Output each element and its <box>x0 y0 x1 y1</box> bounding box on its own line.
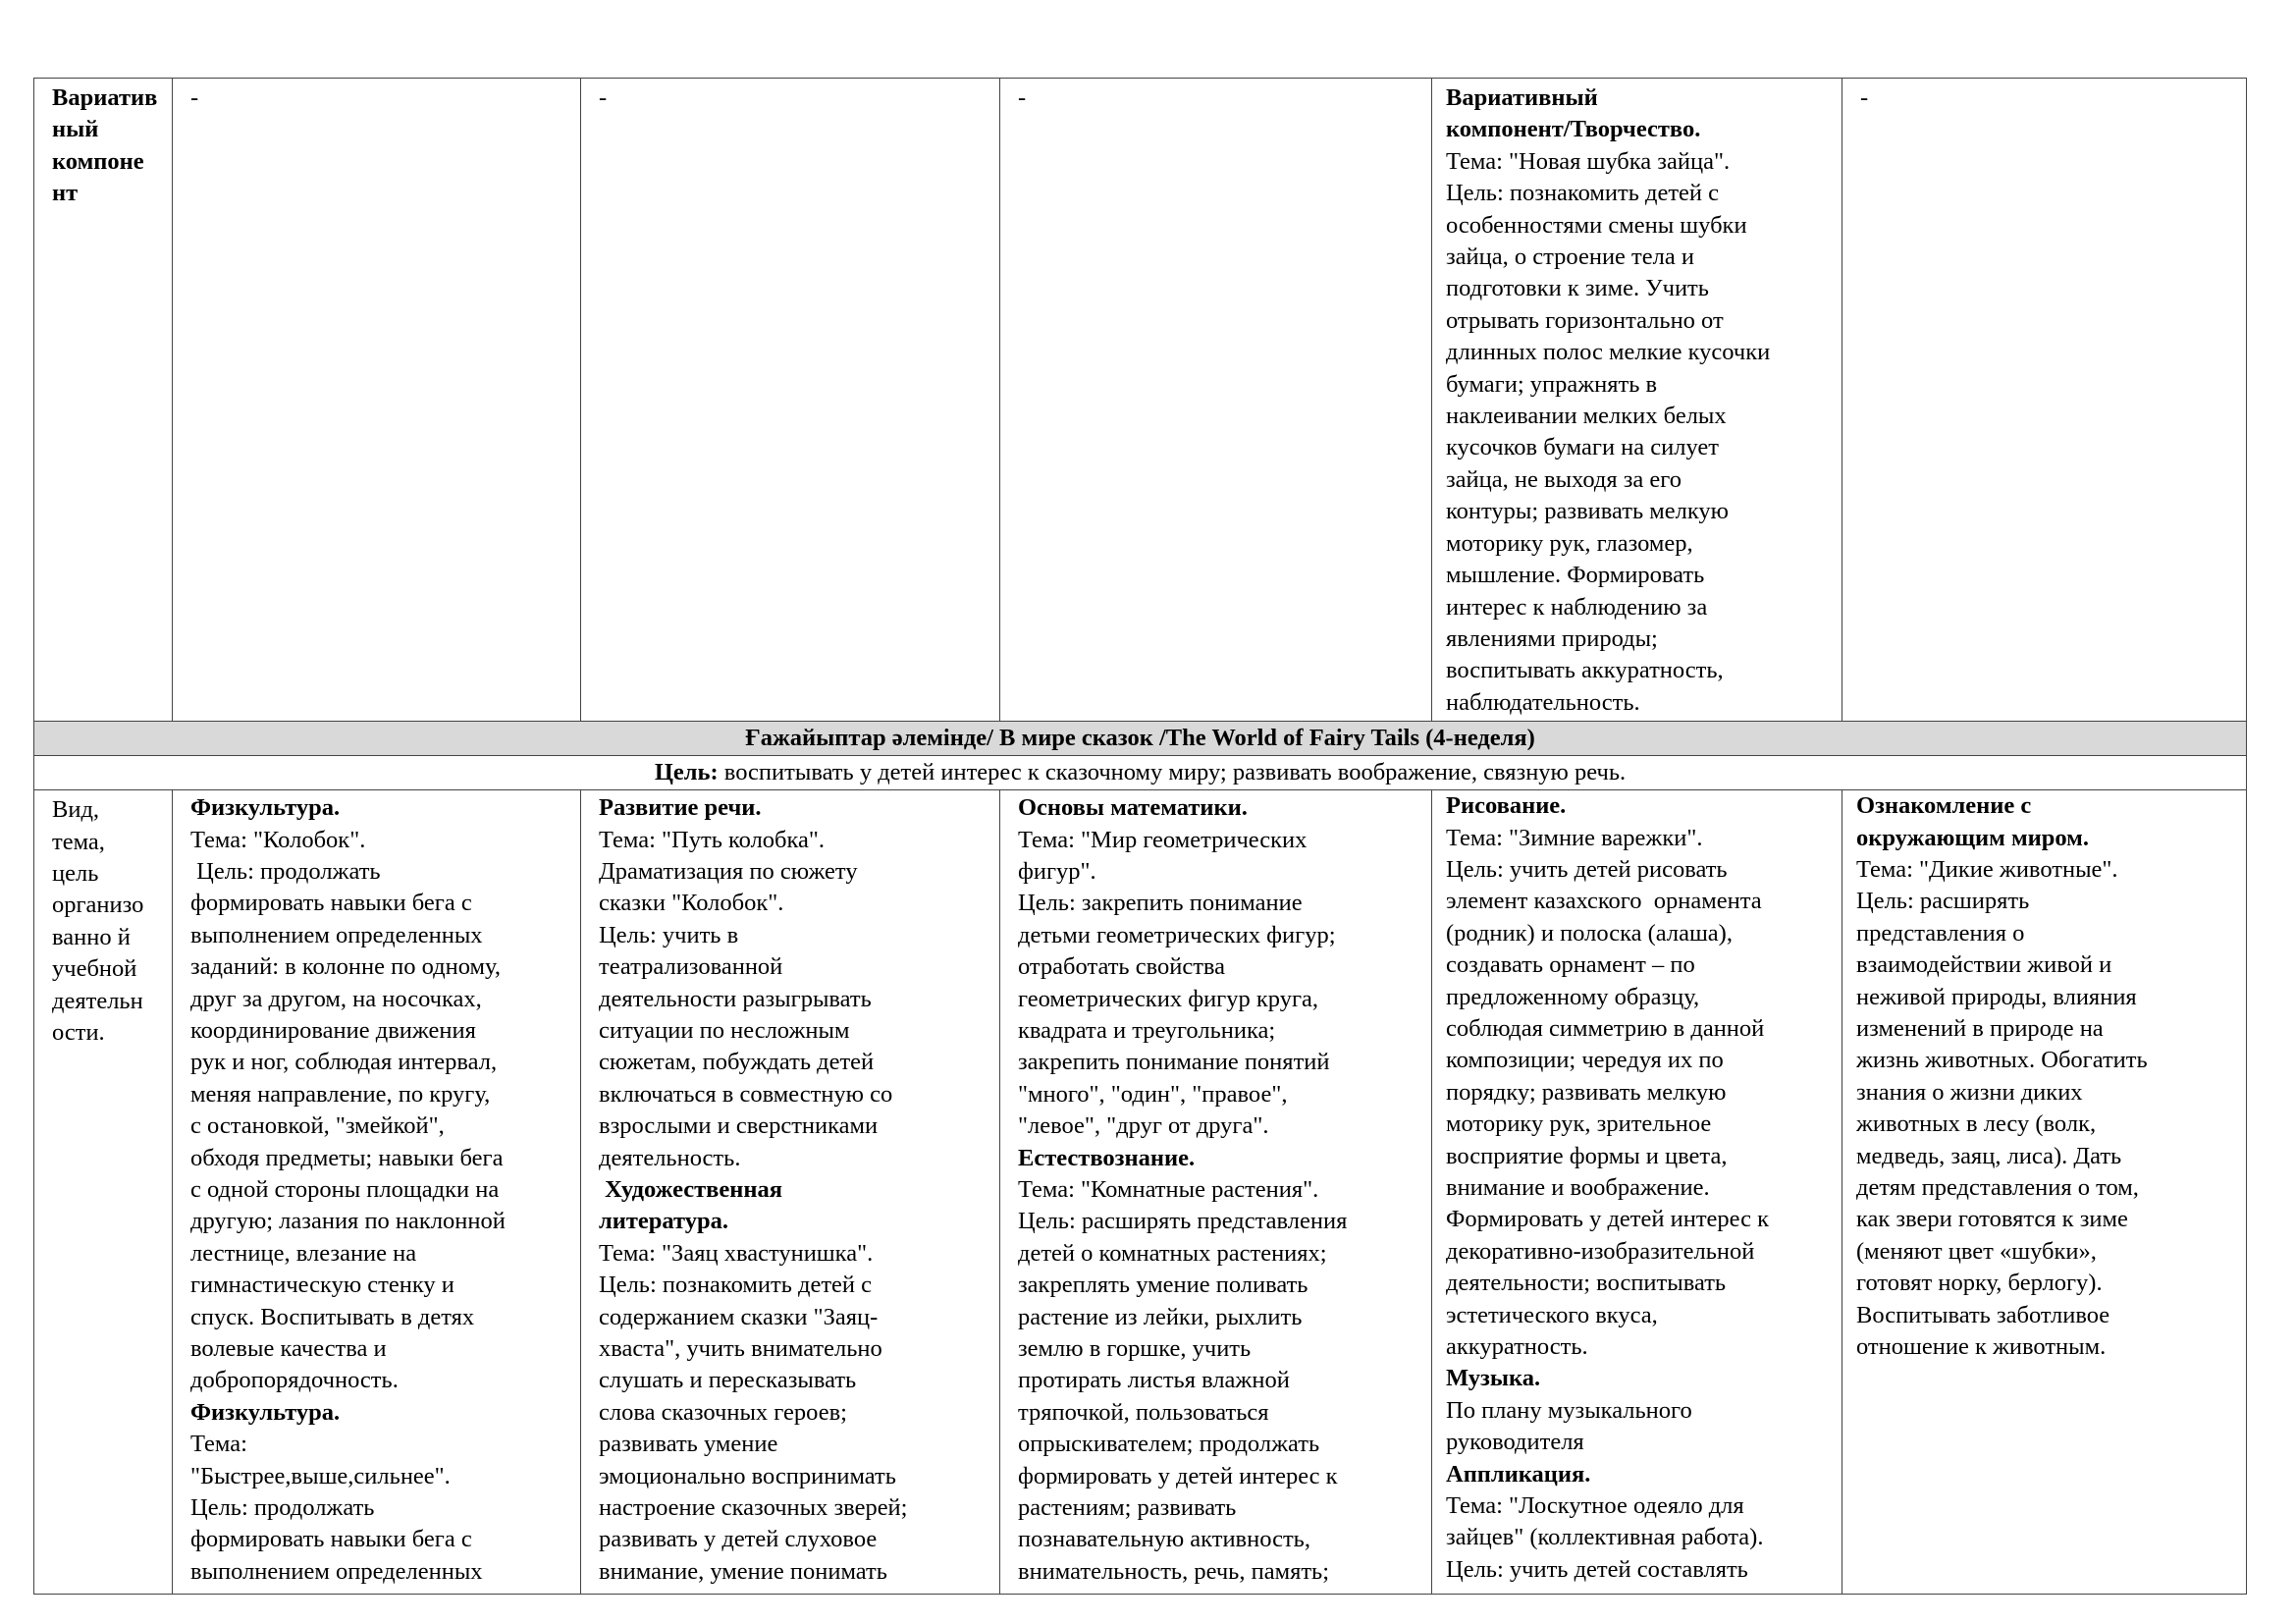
text-line: особенностями смены шубки <box>1446 211 1747 239</box>
text-line: выполнением определенных <box>190 1557 483 1585</box>
week-header: Ғажайыптар әлемінде/ В мире сказок /The World of Fairy Tails (4-неделя) <box>34 722 2247 756</box>
section-heading: Художественная <box>599 1176 782 1203</box>
text-line: геометрических фигур круга, <box>1018 985 1318 1012</box>
section-heading: компонент/Творчество. <box>1446 116 1701 143</box>
text-line: растение из лейки, рыхлить <box>1018 1303 1303 1330</box>
text-line: декоративно-изобразительной <box>1446 1237 1755 1265</box>
text-line: подготовки к зиме. Учить <box>1446 275 1709 302</box>
empty-dash: - <box>1018 84 1027 111</box>
text-line: настроение сказочных зверей; <box>599 1494 908 1522</box>
text-line: деятельности; воспитывать <box>1446 1270 1727 1297</box>
goal-text: воспитывать у детей интерес к сказочному миру; развивать воображение, связную речь. <box>718 759 1627 786</box>
text-line: предложенному образцу, <box>1446 983 1700 1010</box>
text-line: "много", "один", "правое", <box>1018 1080 1288 1108</box>
text-line: Тема: <box>190 1431 247 1458</box>
text-line: познавательную активность, <box>1018 1526 1310 1553</box>
text-line: как звери готовятся к зиме <box>1856 1206 2128 1233</box>
text-line: землю в горшке, учить <box>1018 1335 1252 1363</box>
text-line: воспитывать аккуратность, <box>1446 657 1724 684</box>
text-line: детьми геометрических фигур; <box>1018 921 1336 948</box>
activity-cell-math <box>1000 790 1432 1595</box>
text-line: Тема: "Заяц хвастунишка". <box>599 1239 874 1267</box>
text-line: эстетического вкуса, <box>1446 1301 1658 1328</box>
text-line: взрослыми и сверстниками <box>599 1112 879 1140</box>
section-heading: Аппликация. <box>1446 1460 1591 1488</box>
goal-row <box>34 756 2247 790</box>
section-heading: Развитие речи. <box>599 794 762 822</box>
text-line: интерес к наблюдению за <box>1446 593 1708 621</box>
text-line: моторику рук, глазомер, <box>1446 529 1693 557</box>
variative-label-cell <box>34 79 173 722</box>
activity-cell-text <box>1856 790 2236 1363</box>
text-line: Цель: учить в <box>599 921 739 948</box>
text-line: животных в лесу (волк, <box>1856 1110 2097 1138</box>
text-line: Формировать у детей интерес к <box>1446 1206 1770 1233</box>
activity-cell-speech-development <box>581 790 1000 1595</box>
plan-document <box>33 78 2246 1595</box>
text-line: наблюдательность. <box>1446 688 1640 716</box>
text-line: фигур". <box>1018 857 1096 885</box>
text-line: отношение к животным. <box>1856 1333 2107 1361</box>
goal-label: Цель: <box>654 759 719 786</box>
text-line: растениям; развивать <box>1018 1494 1237 1522</box>
text-line: элемент казахского орнамента <box>1446 888 1762 915</box>
activity-label-line: деятельн <box>52 987 143 1014</box>
text-line: выполнением определенных <box>190 921 483 948</box>
text-line: наклеивании мелких белых <box>1446 403 1727 430</box>
text-line: Цель: закрепить понимание <box>1018 890 1303 917</box>
activity-label-line: организо <box>52 892 144 919</box>
activity-row <box>34 790 2247 1595</box>
activity-cell-world <box>1842 790 2247 1595</box>
section-heading: окружающим миром. <box>1856 824 2089 851</box>
text-line: эмоционально воспринимать <box>599 1462 896 1489</box>
text-line: театрализованной <box>599 953 783 981</box>
variative-label-line: Вариатив <box>52 84 158 111</box>
variative-label-line: ный <box>52 116 99 143</box>
variative-cell-4-text <box>1446 82 1832 719</box>
text-line: знания о жизни диких <box>1856 1078 2083 1106</box>
text-line: "левое", "друг от друга". <box>1018 1112 1269 1140</box>
text-line: Тема: "Дикие животные". <box>1856 855 2118 883</box>
text-line: Тема: "Лоскутное одеяло для <box>1446 1492 1744 1520</box>
text-line: формировать у детей интерес к <box>1018 1462 1338 1489</box>
section-heading: Физкультура. <box>190 794 341 822</box>
text-line: медведь, заяц, лиса). Дать <box>1856 1142 2122 1169</box>
activity-label-line: Вид, <box>52 796 100 824</box>
variative-label-line: компоне <box>52 147 144 175</box>
text-line: Цель: познакомить детей с <box>1446 180 1720 207</box>
text-line: По плану музыкального <box>1446 1396 1692 1424</box>
text-line: мышление. Формировать <box>1446 562 1705 589</box>
text-line: детей о комнатных растениях; <box>1018 1239 1327 1267</box>
text-line: взаимодействии живой и <box>1856 951 2112 979</box>
text-line: квадрата и треугольника; <box>1018 1016 1276 1044</box>
text-line: (меняют цвет «шубки», <box>1856 1237 2097 1265</box>
text-line: зайцев" (коллективная работа). <box>1446 1524 1764 1551</box>
text-line: неживой природы, влияния <box>1856 983 2137 1010</box>
text-line: Цель: познакомить детей с <box>599 1272 873 1299</box>
text-line: волевые качества и <box>190 1335 387 1363</box>
text-line: восприятие формы и цвета, <box>1446 1142 1728 1169</box>
text-line: зайца, не выходя за его <box>1446 465 1682 493</box>
text-line: Цель: учить детей рисовать <box>1446 855 1728 883</box>
activity-cell-text <box>1018 792 1421 1588</box>
text-line: Тема: "Зимние варежки". <box>1446 824 1703 851</box>
activity-label-line: ости. <box>52 1018 105 1046</box>
text-line: Цель: расширять <box>1856 888 2030 915</box>
text-line: тряпочкой, пользоваться <box>1018 1398 1269 1426</box>
text-line: формировать навыки бега с <box>190 890 472 917</box>
variative-cell-2 <box>581 79 1000 722</box>
text-line: слушать и пересказывать <box>599 1367 857 1394</box>
text-line: Драматизация по сюжету <box>599 857 858 885</box>
activity-label-line: ванно й <box>52 923 131 950</box>
text-line: композиции; чередуя их по <box>1446 1047 1724 1074</box>
text-line: внимание, умение понимать <box>599 1557 887 1585</box>
activity-label-line: учебной <box>52 955 137 983</box>
text-line: "Быстрее,выше,сильнее". <box>190 1462 451 1489</box>
text-line: внимание и воображение. <box>1446 1174 1710 1201</box>
goal-cell <box>34 756 2247 790</box>
section-heading: литература. <box>599 1208 728 1235</box>
text-line: другую; лазания по наклонной <box>190 1208 506 1235</box>
text-line: Тема: "Колобок". <box>190 826 366 853</box>
empty-dash: - <box>1860 84 1869 111</box>
section-heading: Ознакомление с <box>1856 792 2032 820</box>
empty-dash: - <box>599 84 608 111</box>
text-line: Цель: продолжать <box>190 1494 375 1522</box>
text-line: хваста", учить внимательно <box>599 1335 882 1363</box>
text-line: развивать умение <box>599 1431 778 1458</box>
text-line: явлениями природы; <box>1446 624 1658 652</box>
text-line: Тема: "Новая шубка зайца". <box>1446 147 1731 175</box>
variative-cell-1 <box>173 79 581 722</box>
text-line: Воспитывать заботливое <box>1856 1301 2110 1328</box>
text-line: формировать навыки бега с <box>190 1526 472 1553</box>
text-line: опрыскивателем; продолжать <box>1018 1431 1320 1458</box>
text-line: развивать у детей слуховое <box>599 1526 878 1553</box>
text-line: (родник) и полоска (алаша), <box>1446 919 1733 947</box>
text-line: аккуратность. <box>1446 1333 1588 1361</box>
text-line: готовят норку, берлогу). <box>1856 1270 2103 1297</box>
text-line: с одной стороны площадки на <box>190 1176 500 1203</box>
text-line: деятельность. <box>599 1144 741 1171</box>
text-line: рук и ног, соблюдая интервал, <box>190 1049 498 1076</box>
variative-cell-3 <box>1000 79 1432 722</box>
text-line: сюжетам, побуждать детей <box>599 1049 875 1076</box>
text-line: бумаги; упражнять в <box>1446 370 1658 398</box>
text-line: отрывать горизонтально от <box>1446 306 1724 334</box>
text-line: Тема: "Мир геометрических <box>1018 826 1308 853</box>
empty-dash: - <box>190 84 199 111</box>
section-heading: Рисование. <box>1446 792 1567 820</box>
text-line: лестнице, влезание на <box>190 1239 417 1267</box>
text-line: гимнастическую стенку и <box>190 1272 454 1299</box>
variative-label-line: нт <box>52 180 79 207</box>
text-line: содержанием сказки "Заяц- <box>599 1303 879 1330</box>
text-line: порядку; развивать мелкую <box>1446 1078 1727 1106</box>
text-line: отработать свойства <box>1018 953 1226 981</box>
text-line: зайца, о строение тела и <box>1446 244 1694 271</box>
text-line: меняя направление, по кругу, <box>190 1080 491 1108</box>
text-line: изменений в природе на <box>1856 1014 2104 1042</box>
text-line: добропорядочность. <box>190 1367 399 1394</box>
activity-cell-text <box>190 792 570 1588</box>
activity-cell-physical-education <box>173 790 581 1595</box>
text-line: сказки "Колобок". <box>599 890 784 917</box>
text-line: с остановкой, "змейкой", <box>190 1112 445 1140</box>
section-heading: Физкультура. <box>190 1398 341 1426</box>
section-heading: Вариативный <box>1446 84 1598 111</box>
text-line: протирать листья влажной <box>1018 1367 1290 1394</box>
text-line: ситуации по несложным <box>599 1016 850 1044</box>
text-line: друг за другом, на носочках, <box>190 985 482 1012</box>
activity-cell-drawing <box>1432 790 1842 1595</box>
text-line: заданий: в колонне по одному, <box>190 953 501 981</box>
text-line: создавать орнамент – по <box>1446 951 1695 979</box>
text-line: спуск. Воспитывать в детях <box>190 1303 475 1330</box>
text-line: включаться в совместную со <box>599 1080 893 1108</box>
text-line: координирование движения <box>190 1016 476 1044</box>
section-heading: Основы математики. <box>1018 794 1248 822</box>
text-line: соблюдая симметрию в данной <box>1446 1014 1765 1042</box>
text-line: контуры; развивать мелкую <box>1446 498 1729 525</box>
section-heading: Естествознание. <box>1018 1144 1196 1171</box>
text-line: Цель: учить детей составлять <box>1446 1555 1748 1583</box>
text-line: Цель: продолжать <box>190 857 381 885</box>
text-line: закрепить понимание понятий <box>1018 1049 1330 1076</box>
text-line: длинных полос мелкие кусочки <box>1446 339 1771 366</box>
text-line: слова сказочных героев; <box>599 1398 847 1426</box>
activity-label-line: тема, <box>52 828 105 855</box>
week-header-row <box>34 722 2247 756</box>
variative-row <box>34 79 2247 722</box>
text-line: закреплять умение поливать <box>1018 1272 1308 1299</box>
variative-cell-5 <box>1842 79 2247 722</box>
text-line: деятельности разыгрывать <box>599 985 872 1012</box>
text-line: детям представления о том, <box>1856 1174 2139 1201</box>
text-line: представления о <box>1856 919 2025 947</box>
text-line: внимательность, речь, память; <box>1018 1557 1330 1585</box>
section-heading: Музыка. <box>1446 1365 1541 1392</box>
lesson-plan-table <box>33 78 2247 1595</box>
variative-cell-4 <box>1432 79 1842 722</box>
text-line: Цель: расширять представления <box>1018 1208 1348 1235</box>
activity-label-cell <box>34 790 173 1595</box>
activity-cell-text <box>1446 790 1832 1586</box>
text-line: обходя предметы; навыки бега <box>190 1144 504 1171</box>
text-line: Тема: "Комнатные растения". <box>1018 1176 1319 1203</box>
text-line: Тема: "Путь колобка". <box>599 826 826 853</box>
activity-cell-text <box>599 792 989 1588</box>
text-line: руководителя <box>1446 1429 1584 1456</box>
text-line: жизнь животных. Обогатить <box>1856 1047 2148 1074</box>
activity-label-line: цель <box>52 859 99 887</box>
text-line: моторику рук, зрительное <box>1446 1110 1712 1138</box>
text-line: кусочков бумаги на силует <box>1446 434 1720 461</box>
